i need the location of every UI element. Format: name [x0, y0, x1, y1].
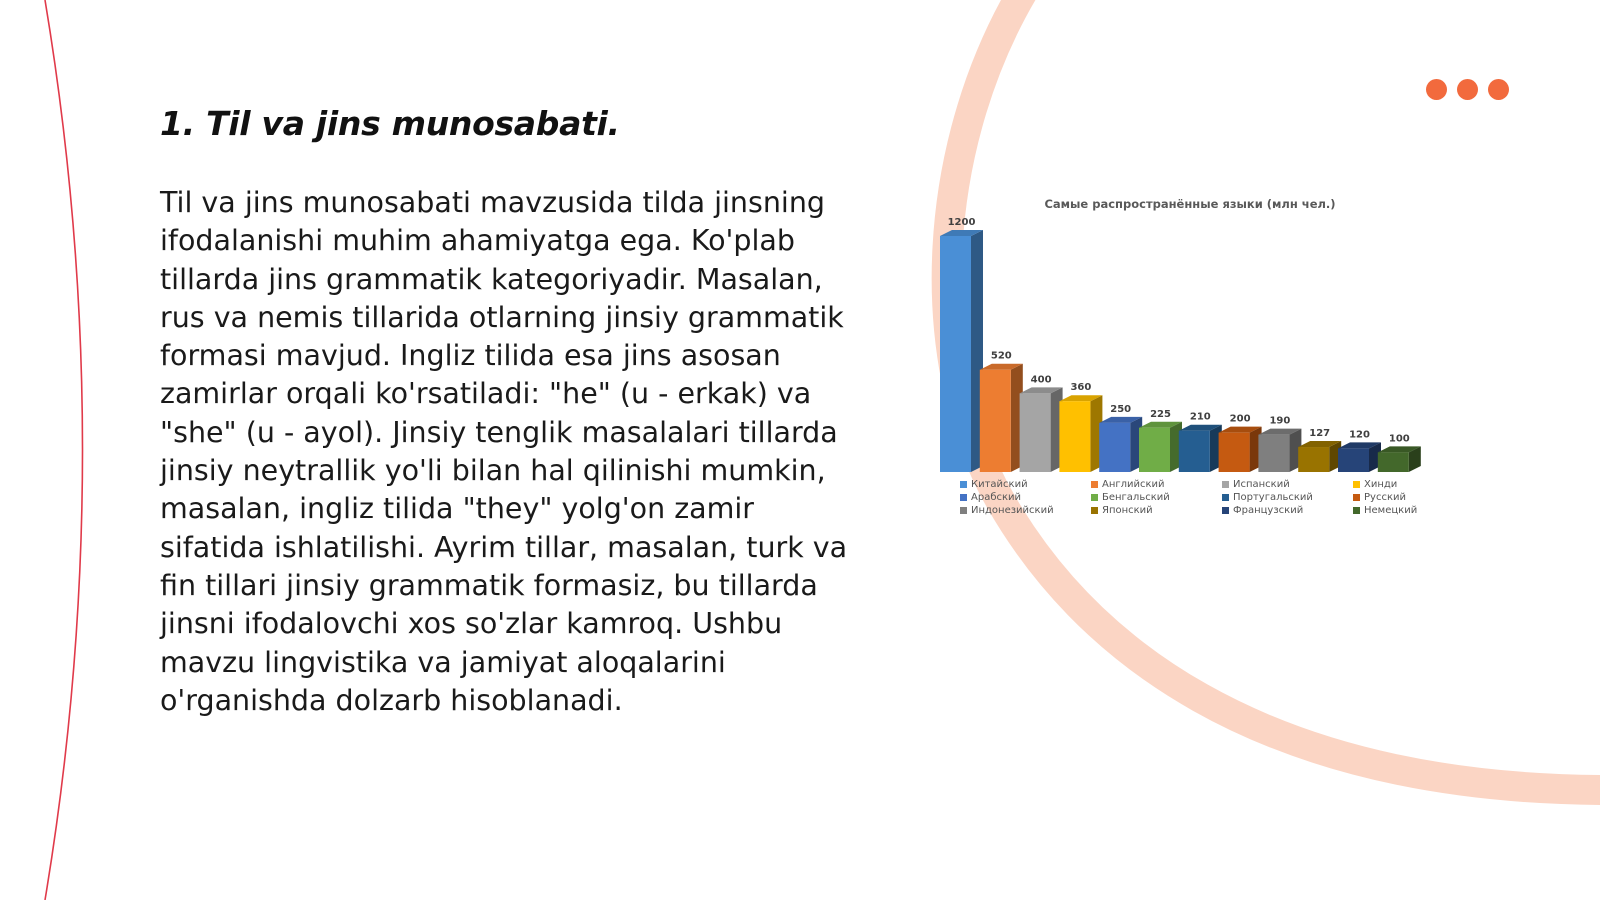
chart-bar-front [1298, 447, 1329, 472]
legend-swatch [1353, 494, 1360, 501]
legend-label: Хинди [1364, 479, 1398, 490]
chart-bar-front [1059, 401, 1090, 472]
chart-bar-front [1139, 428, 1170, 472]
chart-bar-front [1020, 393, 1051, 472]
chart-bar [1219, 427, 1262, 472]
dot-icon [1426, 79, 1447, 100]
legend-item [960, 505, 1054, 516]
legend-swatch [1091, 481, 1098, 488]
chart-data-label: 400 [1030, 374, 1052, 386]
chart-bar [1258, 429, 1301, 472]
legend-swatch [960, 494, 967, 501]
legend-label: Бенгальский [1102, 492, 1170, 503]
slide-body-text: Til va jins munosabati mavzusida tilda jinsning ifodalanishi muhim ahamiyatga ega. Ko'plab tillarda jins grammatik kategoriyadir. Masalan, rus va nemis tillarida otlarning jinsiy grammatik formasi mavjud. Ingliz tilida esa jins asosan zamirlar orqali ko'rsatiladi: "he" (u - erkak) va "she" (u - ayol). Jinsiy tenglik masalalari tillarda jinsiy neytrallik yo'li bilan hal qilinishi mumkin, masalan, ingliz tilida "they" yolg'on zamir sifatida ishlatilishi. Ayrim tillar, masalan, turk va fin tillari jinsiy grammatik formasiz, bu tillarda jinsni ifodalovchi xos so'zlar kamroq. Ushbu mavzu lingvistika va jamiyat aloqalarini o'rganishda dolzarb hisoblanadi. [160, 186, 848, 717]
legend-item [1353, 492, 1406, 503]
chart-data-label: 120 [1349, 429, 1370, 441]
dot-icon [1457, 79, 1478, 100]
legend-swatch [960, 481, 967, 488]
chart-bar-front [1099, 423, 1130, 472]
chart-bar-front [1258, 435, 1289, 472]
chart-data-label: 100 [1388, 433, 1410, 445]
legend-item [1222, 479, 1290, 490]
legend-item [1091, 479, 1165, 490]
legend-item [1353, 479, 1397, 490]
legend-label: Испанский [1233, 479, 1290, 490]
chart-bar-front [1338, 448, 1369, 472]
legend-item [1091, 492, 1170, 503]
dot-icon [1488, 79, 1509, 100]
chart-data-label: 360 [1070, 382, 1092, 394]
chart-data-label: 127 [1309, 428, 1331, 440]
legend-item [1222, 505, 1303, 516]
legend-swatch [1222, 507, 1229, 514]
legend-swatch [1222, 494, 1229, 501]
chart-bar [1099, 417, 1142, 472]
legend-label: Немецкий [1364, 505, 1418, 516]
chart-bar [980, 364, 1023, 472]
chart-bar-front [1378, 452, 1409, 472]
chart-data-label: 200 [1229, 413, 1251, 425]
left-accent-line [45, 0, 83, 900]
legend-label: Арабский [971, 492, 1022, 503]
legend-swatch [1353, 507, 1360, 514]
menu-dots-icon [1426, 79, 1509, 100]
languages-bar-chart [940, 190, 1440, 480]
chart-data-label: 1200 [947, 217, 976, 228]
legend-label: Индонезийский [971, 505, 1054, 516]
legend-label: Английский [1102, 479, 1165, 490]
legend-item [960, 479, 1028, 490]
chart-data-label: 210 [1189, 411, 1211, 423]
chart-bar [940, 230, 983, 472]
chart-bar [1139, 422, 1182, 472]
chart-data-label: 250 [1110, 403, 1132, 415]
legend-label: Русский [1364, 492, 1406, 503]
chart-bar [1059, 395, 1102, 472]
chart-bar-front [940, 236, 971, 472]
chart-bar-front [1219, 433, 1250, 472]
legend-item [960, 492, 1021, 503]
legend-swatch [1222, 481, 1229, 488]
chart-bar-front [1179, 431, 1210, 472]
legend-item [1353, 505, 1417, 516]
legend-item [1222, 492, 1313, 503]
legend-swatch [960, 507, 967, 514]
chart-bar [1338, 442, 1381, 472]
chart-bar [1298, 441, 1341, 472]
chart-bar-front [980, 370, 1011, 472]
chart-data-label: 520 [990, 350, 1012, 362]
legend-label: Японский [1102, 505, 1153, 516]
slide-title: 1. Til va jins munosabati. [160, 104, 620, 143]
legend-label: Португальский [1233, 492, 1313, 503]
chart-bar [1378, 446, 1421, 472]
chart-bar [1020, 387, 1063, 472]
legend-swatch [1353, 481, 1360, 488]
legend-item [1091, 505, 1153, 516]
legend-swatch [1091, 494, 1098, 501]
chart-bar [1179, 425, 1222, 472]
legend-swatch [1091, 507, 1098, 514]
chart-data-label: 225 [1150, 408, 1171, 420]
legend-label: Французский [1233, 505, 1304, 516]
chart-title: Самые распространённые языки (млн чел.) [1044, 197, 1336, 211]
legend-label: Китайский [971, 479, 1028, 490]
chart-data-label: 190 [1269, 415, 1291, 427]
